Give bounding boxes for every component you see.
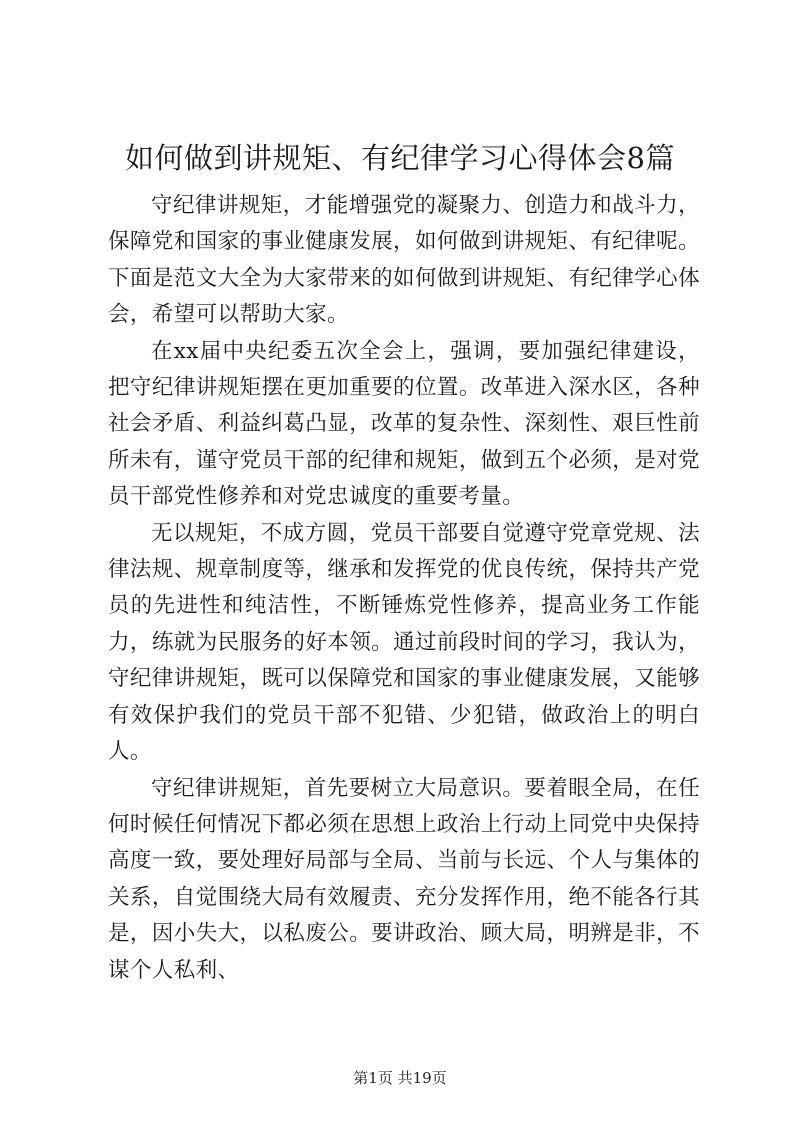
paragraph-3: 无以规矩，不成方圆，党员干部要自觉遵守党章党规、法律法规、规章制度等，继承和发挥党的优良传统，保持共产党员的先进性和纯洁性，不断锤炼党性修养，提高业务工作能力，练就为民服务的好本领。通过前段时间的学习，我认为，守纪律讲规矩，既可以保障党和国家的事业健康发展，又能够有效保护我们的党员干部不犯错、少犯错，做政治上的明白人。 — [108, 520, 700, 765]
paragraph-2: 在xx届中央纪委五次全会上，强调，要加强纪律建设，把守纪律讲规矩摆在更加重要的位置。改革进入深水区，各种社会矛盾、利益纠葛凸显，改革的复杂性、深刻性、艰巨性前所未有，谨守党员干部的纪律和规矩，做到五个必须，是对党员干部党性修养和对党忠诚度的重要考量。 — [108, 338, 700, 510]
document-title: 如何做到讲规矩、有纪律学习心得体会8篇 — [125, 141, 675, 175]
paragraph-1: 守纪律讲规矩，才能增强党的凝聚力、创造力和战斗力，保障党和国家的事业健康发展，如何做到讲规矩、有纪律呢。下面是范文大全为大家带来的如何做到讲规矩、有纪律学心体会，希望可以帮助大家。 — [108, 193, 700, 328]
paragraph-4: 守纪律讲规矩，首先要树立大局意识。要着眼全局，在任何时候任何情况下都必须在思想上政治上行动上同党中央保持高度一致，要处理好局部与全局、当前与长远、个人与集体的关系，自觉围绕大局有效履责、充分发挥作用，绝不能各行其是，因小失大，以私废公。要讲政治、顾大局，明辨是非，不谋个人私利、 — [108, 775, 700, 983]
page-number-footer: 第1页 共19页 — [353, 1069, 447, 1087]
document-body — [108, 188, 700, 989]
